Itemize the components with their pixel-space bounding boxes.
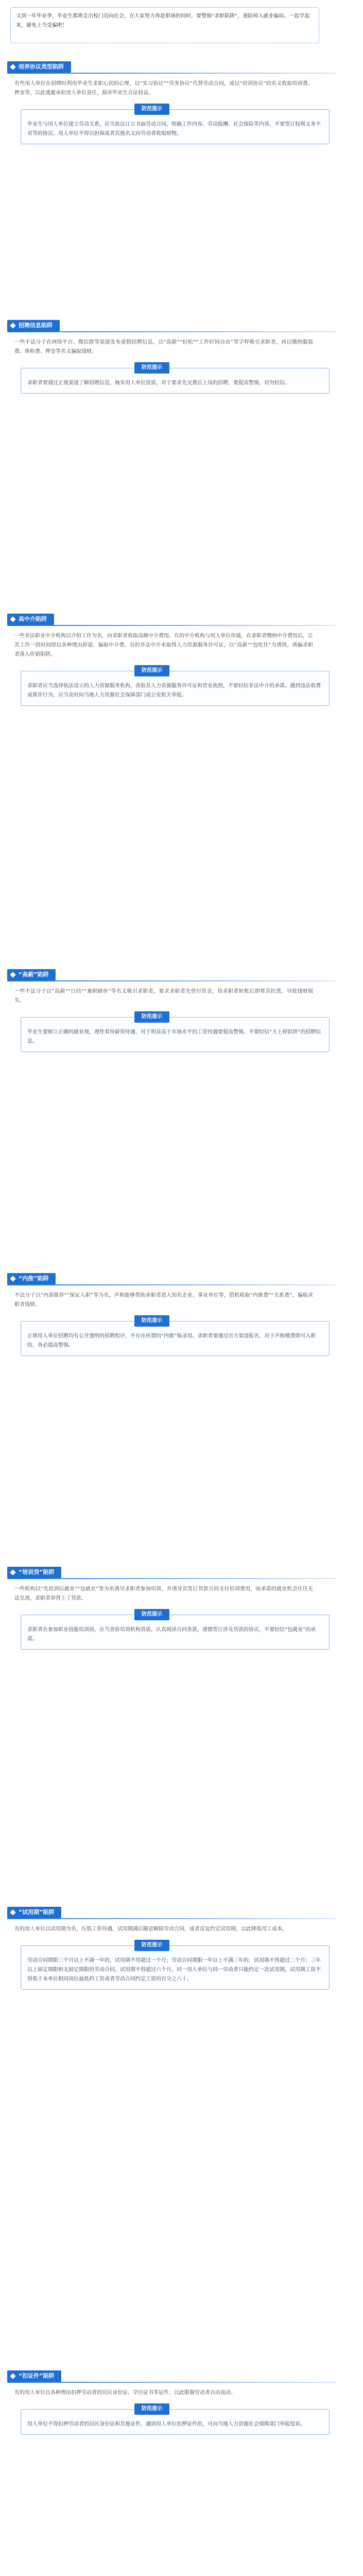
section-paragraph: 一些不法分子以“高薪”“日结”“兼职刷单”等名义吸引求职者，要求求职者先垫付资金，待求职者转账后即将其拉黑，导致钱财损失。	[14, 989, 313, 1004]
tip-box	[21, 1014, 330, 1052]
tip-text: 求职者在参加职业技能培训前，应当查验培训机构资质，认真阅读合同条款，谨慎签订涉及贷款的协议，不要轻信“包就业”的承诺。	[27, 1627, 316, 1642]
section-2	[0, 613, 363, 706]
section-heading	[7, 1906, 100, 1919]
section-3	[0, 969, 363, 1052]
section-title: “培训贷”陷阱	[7, 1567, 61, 1578]
section-title: “试用期”陷阱	[7, 1907, 61, 1918]
section-heading	[7, 1566, 100, 1579]
section-paragraph: 一些不法分子在网络平台、微信群等渠道发布虚假招聘信息，以“高薪”“轻松”“工作时间自由”等字样吸引求职者，再以缴纳服装费、体检费、押金等名义骗取钱财。	[14, 340, 313, 354]
section-title: 招聘信息陷阱	[7, 320, 60, 331]
section-title: “高薪”陷阱	[7, 969, 56, 980]
tip-label: 防范提示	[134, 1011, 169, 1023]
section-paragraph: 一些机构以“先培训后就业”“包就业”等为名诱导求职者参加培训，并诱导其签订贷款合同支付培训费用，而承诺的就业机会往往无法兑现，求职者却背上了贷款。	[14, 1586, 313, 1601]
section-heading	[7, 2370, 100, 2382]
section-paragraph: 有的用人单位以各种理由扣押劳动者的居民身份证、学历证书等证件，以此限制劳动者自由流动。	[14, 2390, 236, 2396]
tip-text: 求职者应当选择依法设立的人力资源服务机构，查验其人力资源服务许可证和营业执照，不要轻信非法中介的承诺。遇到违法收费或欺诈行为，应当及时向当地人力资源社会保障部门或公安机关举报。	[27, 683, 321, 698]
intro-text: 又到一年毕业季，毕业生都将走出校门迈向社会，在大家努力奔赴职场的同时，要警惕“求职陷阱”，谨防掉入就业骗局。一起学起来，避免上当受骗吧！	[16, 13, 310, 28]
section-title: 高中介陷阱	[7, 614, 54, 625]
section-heading	[7, 61, 100, 73]
section-paragraph: 一些非法职业中介机构以介绍工作为名，向求职者收取高额中介费用。有的中介机构与用人单位串通，在求职者缴纳中介费用后，让其工作一段时间即以各种理由辞退，骗取中介费。有的非法中介未取得人力资源服务许可证，以“高薪”“包吃住”为诱饵，诱骗求职者落入传销陷阱。	[14, 633, 313, 657]
tip-label: 防范提示	[134, 104, 169, 115]
tip-label: 防范提示	[134, 1609, 169, 1620]
section-heading	[7, 613, 100, 625]
section-paragraph: 不法分子以“内部推荐”“保证入职”等为名，声称能够帮助求职者进入知名企业、事业单位等，借机收取“内推费”“关系费”，骗取求职者钱财。	[14, 1293, 313, 1308]
section-paragraph: 有的用人单位以试用期为名，压低工资待遇，试用期满后随意解除劳动合同，或者反复约定试用期，以此降低用工成本。	[14, 1926, 287, 1932]
section-6	[0, 1906, 363, 1990]
tip-box	[21, 668, 330, 706]
tip-box	[21, 1942, 330, 1990]
tip-text: 正规用人单位招聘均有公开透明的招聘程序，不存在所谓的“内推”保录用。求职者要通过官方渠道报名，对于声称缴费即可入职的，务必提高警惕。	[27, 1333, 316, 1348]
tip-text: 求职者要通过正规渠道了解招聘信息，核实用人单位资质，对于要求先交费后上岗的招聘，要提高警惕，切勿轻信。	[27, 380, 290, 386]
tip-label: 防范提示	[134, 1940, 169, 1951]
section-1	[0, 319, 363, 394]
intro-box	[10, 7, 319, 43]
section-heading	[7, 319, 100, 332]
tip-box	[21, 1612, 330, 1650]
section-5	[0, 1566, 363, 1650]
tip-label: 防范提示	[134, 2403, 169, 2415]
section-heading	[7, 1273, 100, 1285]
section-heading	[7, 969, 100, 981]
section-0	[0, 61, 363, 144]
tip-label: 防范提示	[134, 665, 169, 676]
tip-label: 防范提示	[134, 362, 169, 374]
tip-text: 毕业生要树立正确的就业观，理性看待薪资待遇，对于明显高于市场水平的工资待遇要提高警惕，不要轻信“天上掉馅饼”的招聘信息。	[27, 1029, 321, 1044]
section-title: 培养协议类型陷阱	[7, 61, 71, 73]
section-title: “内推”陷阱	[7, 1273, 56, 1284]
tip-text: 毕业生与用人单位建立劳动关系，应当依法订立书面劳动合同，明确工作内容、劳动报酬、社会保险等内容，不要签订权利义务不对等的协议。用人单位不得以担保或者其他名义向劳动者收取财物。	[27, 122, 321, 137]
section-4	[0, 1273, 363, 1356]
section-title: “扣证件”陷阱	[7, 2370, 61, 2382]
tip-box	[21, 365, 330, 394]
tip-box	[21, 106, 330, 144]
tip-text: 劳动合同期限三个月以上不满一年的，试用期不得超过一个月；劳动合同期限一年以上不满三年的，试用期不得超过二个月；三年以上固定期限和无固定期限的劳动合同，试用期不得超过六个月。同一用人单位与同一劳动者只能约定一次试用期。试用期工资不得低于本单位相同岗位最低档工资或者劳动合同约定工资的百分之八十。	[27, 1958, 321, 1982]
tip-text: 用人单位不得扣押劳动者的居民身份证和其他证件。遇到用人单位扣押证件的，可向当地人力资源社会保障部门举报投诉。	[27, 2421, 305, 2427]
tip-label: 防范提示	[134, 1315, 169, 1327]
section-paragraph: 有些用人单位在招聘时利用毕业生求职心切的心理，以“实习协议”“劳务协议”代替劳动合同，或以“培训协议”的名义收取培训费、押金等，以此逃避承担用人单位责任，损害毕业生合法权益。	[14, 81, 313, 96]
tip-box	[21, 1318, 330, 1356]
tip-box	[21, 2406, 330, 2435]
section-7	[0, 2370, 363, 2435]
